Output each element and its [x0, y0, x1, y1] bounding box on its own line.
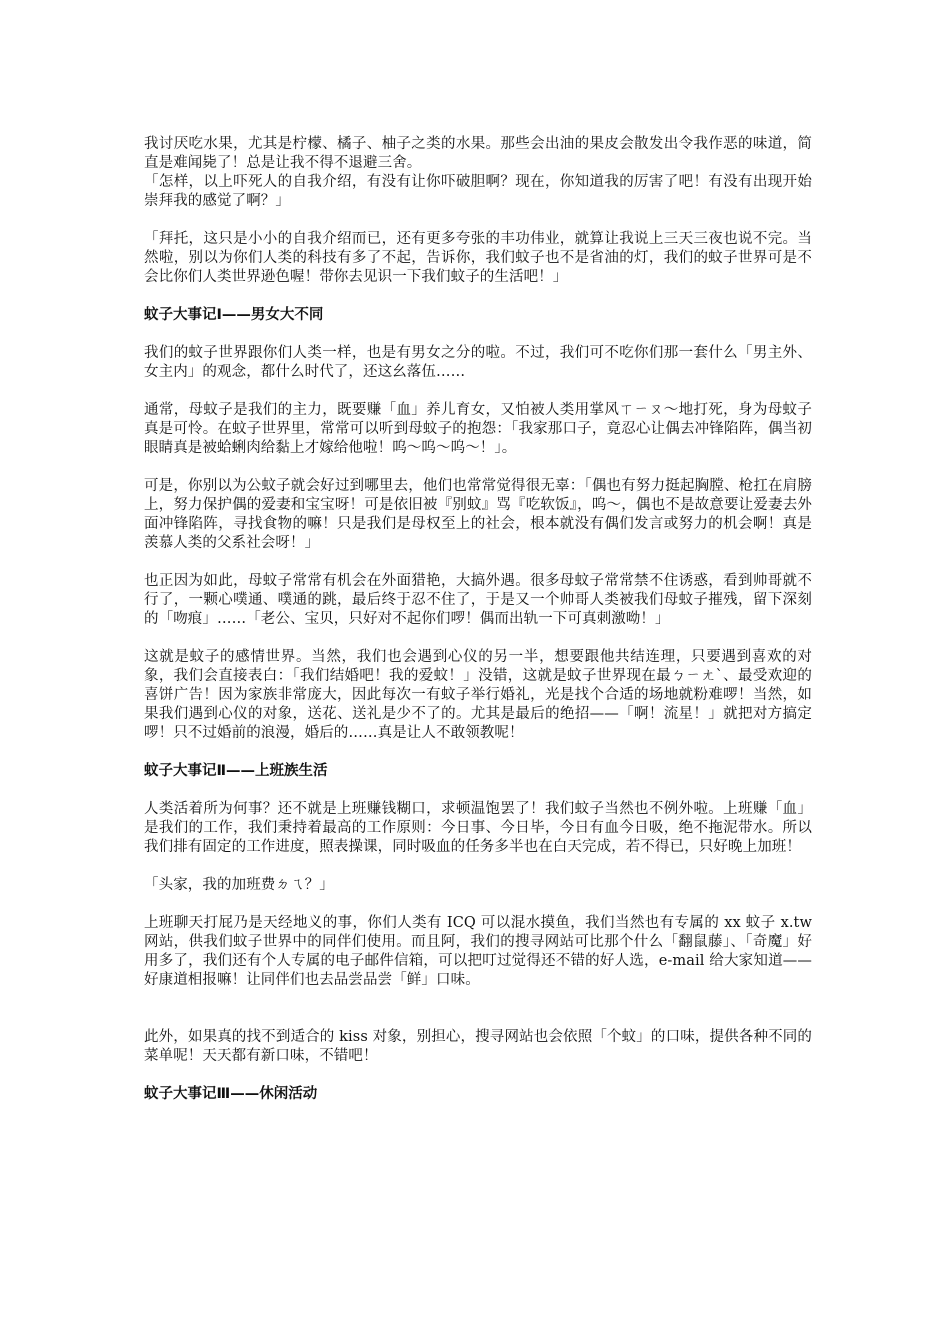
spacer — [144, 857, 812, 876]
paragraph-menu: 此外，如果真的找不到适合的 kiss 对象，别担心，搜寻网站也会依照「个蚊」的口味，提供各种不同的菜单呢！天天都有新口味，不错吧！ — [144, 1029, 812, 1064]
section-heading-2: 蚊子大事记Ⅱ——上班族生活 — [144, 763, 328, 779]
spacer — [144, 458, 812, 477]
spacer — [144, 211, 812, 230]
spacer — [144, 553, 812, 572]
paragraph-male-mosquito: 可是，你别以为公蚊子就会好过到哪里去，他们也常常觉得很无辜：「偶也有努力挺起胸膛、枪扛在肩膀上，努力保护偶的爱妻和宝宝呀！可是依旧被『别蚊』骂『吃软饭』，呜～，偶也不是故意要让爱妻去外面冲锋陷阵，寻找食物的嘛！只是我们是母权至上的社会，根本就没有偶们发言或努力的机会啊！真是羡慕人类的父系社会呀！」 — [144, 478, 812, 551]
paragraph-intro-more: 「拜托，这只是小小的自我介绍而已，还有更多夸张的丰功伟业，就算让我说上三天三夜也说不完。当然啦，别以为你们人类的科技有多了不起，告诉你，我们蚊子也不是省油的灯，我们的蚊子世界可是不会比你们人类世界逊色喔！带你去见识一下我们蚊子的生活吧！」 — [144, 231, 812, 285]
spacer — [144, 287, 812, 306]
paragraph-gender: 我们的蚊子世界跟你们人类一样，也是有男女之分的啦。不过，我们可不吃你们那一套什么「男主外、女主内」的观念，都什么时代了，还这幺落伍…… — [144, 345, 812, 380]
paragraph-overtime: 「头家，我的加班费ㄉㄟ？」 — [144, 877, 334, 893]
spacer — [144, 990, 812, 1028]
paragraph-female-mosquito: 通常，母蚊子是我们的主力，既要赚「血」养儿育女，又怕被人类用掌风ㄒㄧㄡ～地打死，身为母蚊子真是可怜。在蚊子世界里，常常可以听到母蚊子的抱怨：「我家那口子，竟忍心让偶去冲锋陷阵，偶当初眼睛真是被蛤蜊肉给黏上才嫁给他啦！呜～呜～呜～！」。 — [144, 402, 812, 456]
spacer — [144, 325, 812, 344]
spacer — [144, 743, 812, 762]
paragraph-work: 人类活着所为何事？还不就是上班赚钱糊口，求顿温饱罢了！我们蚊子当然也不例外啦。上班赚「血」是我们的工作，我们秉持着最高的工作原则：今日事、今日毕，今日有血今日吸，绝不拖泥带水。所以我们排有固定的工作进度，照表操课，同时吸血的任务多半也在白天完成，若不得已，只好晚上加班！ — [144, 801, 812, 855]
spacer — [144, 382, 812, 401]
paragraph-affairs: 也正因为如此，母蚊子常常有机会在外面猎艳，大搞外遇。很多母蚊子常常禁不住诱惑，看到帅哥就不行了，一颗心噗通、噗通的跳，最后终于忍不住了，于是又一个帅哥人类被我们母蚊子摧残，留下深刻的「吻痕」……「老公、宝贝，只好对不起你们啰！偶而出轨一下可真刺激呦！」 — [144, 573, 812, 627]
spacer — [144, 781, 812, 800]
paragraph-romance: 这就是蚊子的感情世界。当然，我们也会遇到心仪的另一半，想要跟他共结连理，只要遇到喜欢的对象，我们会直接表白：「我们结婚吧！我的爱蚊！」没错，这就是蚊子世界现在最ㄅㄧㄤˋ、最受欢迎的喜饼广告！因为家族非常庞大，因此每次一有蚊子举行婚礼，光是找个合适的场地就粉难啰！当然，如果我们遇到心仪的对象，送花、送礼是少不了的。尤其是最后的绝招——「啊！流星！」就把对方搞定啰！只不过婚前的浪漫，婚后的……真是让人不敢领教呢！ — [144, 649, 812, 741]
paragraph-chat-website: 上班聊天打屁乃是天经地义的事，你们人类有 ICQ 可以混水摸鱼，我们当然也有专属的 xx 蚊子 x.tw 网站，供我们蚊子世界中的同伴们使用。而且阿，我们的搜寻网站可比那个什么「翻鼠藤」、「奇魔」好用多了，我们还有个人专属的电子邮件信箱，可以把叮过觉得还不错的好人选，e-mail 给大家知道——好康道相报嘛！让同伴们也去品尝品尝「鲜」口味。 — [144, 915, 812, 988]
spacer — [144, 1066, 812, 1085]
section-heading-3: 蚊子大事记Ⅲ——休闲活动 — [144, 1086, 318, 1102]
spacer — [144, 895, 812, 914]
paragraph-self-intro-question: 「怎样，以上吓死人的自我介绍，有没有让你吓破胆啊？现在，你知道我的厉害了吧！有没有出现开始崇拜我的感觉了啊？」 — [144, 174, 812, 209]
paragraph-fruit-dislike: 我讨厌吃水果，尤其是柠檬、橘子、柚子之类的水果。那些会出油的果皮会散发出令我作恶的味道，简直是难闻毙了！总是让我不得不退避三舍。 — [144, 136, 812, 171]
spacer — [144, 629, 812, 648]
document-body — [144, 135, 812, 1104]
section-heading-1: 蚊子大事记Ⅰ——男女大不同 — [144, 307, 324, 323]
